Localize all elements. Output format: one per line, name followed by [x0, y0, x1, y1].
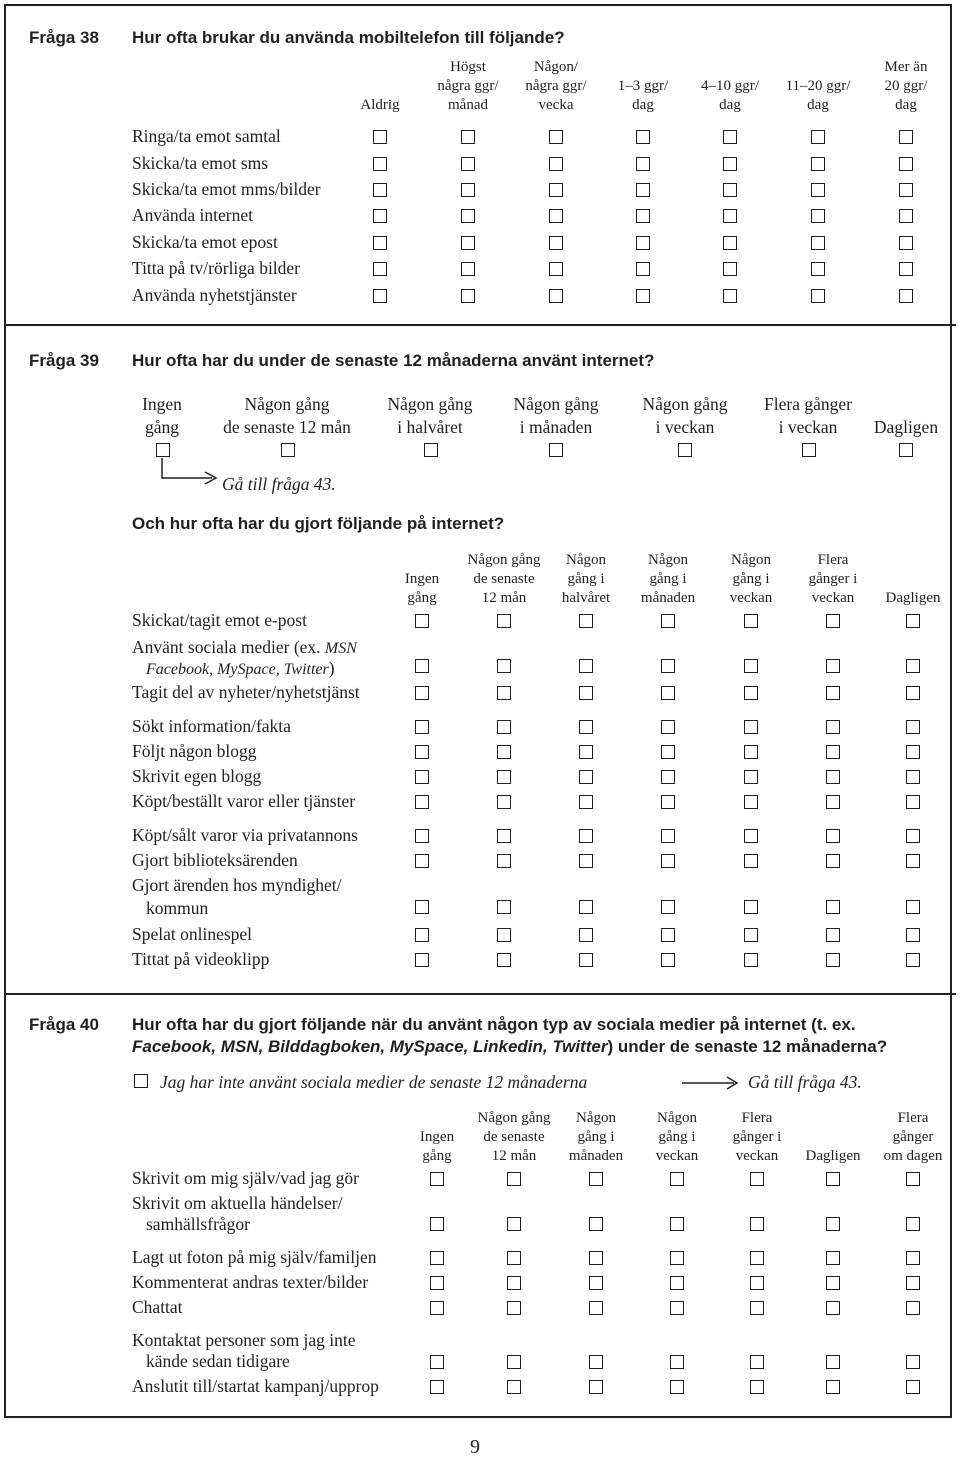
- answer-checkbox[interactable]: [670, 1380, 684, 1394]
- answer-checkbox[interactable]: [636, 289, 650, 303]
- answer-checkbox[interactable]: [826, 928, 840, 942]
- answer-checkbox[interactable]: [826, 1217, 840, 1231]
- answer-checkbox[interactable]: [899, 236, 913, 250]
- answer-checkbox[interactable]: [906, 953, 920, 967]
- answer-checkbox[interactable]: [430, 1172, 444, 1186]
- answer-checkbox[interactable]: [415, 770, 429, 784]
- answer-checkbox[interactable]: [589, 1301, 603, 1315]
- row-label: Lagt ut foton på mig själv/familjen: [132, 1247, 377, 1267]
- answer-checkbox[interactable]: [906, 900, 920, 914]
- answer-checkbox[interactable]: [415, 720, 429, 734]
- answer-checkbox[interactable]: [497, 854, 511, 868]
- option-label: Någon gång i halvåret: [387, 394, 473, 437]
- answer-checkbox[interactable]: [906, 829, 920, 843]
- answer-checkbox[interactable]: [744, 614, 758, 628]
- row-label: Chattat: [132, 1297, 183, 1317]
- option-checkbox[interactable]: [281, 443, 295, 457]
- row-label: Ringa/ta emot samtal: [132, 126, 281, 146]
- answer-checkbox[interactable]: [670, 1217, 684, 1231]
- answer-checkbox[interactable]: [415, 686, 429, 700]
- answer-checkbox[interactable]: [750, 1276, 764, 1290]
- column-header: Någon/ några ggr/ vecka: [525, 59, 587, 113]
- answer-checkbox[interactable]: [589, 1355, 603, 1369]
- option-label: Dagligen: [873, 417, 939, 437]
- row-label: Skicka/ta emot mms/bilder: [132, 179, 321, 199]
- answer-checkbox[interactable]: [373, 262, 387, 276]
- answer-checkbox[interactable]: [549, 183, 563, 197]
- answer-checkbox[interactable]: [461, 157, 475, 171]
- answer-checkbox[interactable]: [750, 1251, 764, 1265]
- answer-checkbox[interactable]: [723, 209, 737, 223]
- answer-checkbox[interactable]: [415, 614, 429, 628]
- row-label: Skrivit om mig själv/vad jag gör: [132, 1168, 359, 1188]
- page-number: 9: [470, 1436, 480, 1458]
- answer-checkbox[interactable]: [415, 795, 429, 809]
- answer-checkbox[interactable]: [723, 236, 737, 250]
- answer-checkbox[interactable]: [579, 745, 593, 759]
- row-label: Använda internet: [132, 205, 253, 225]
- answer-checkbox[interactable]: [589, 1217, 603, 1231]
- answer-checkbox[interactable]: [899, 262, 913, 276]
- answer-checkbox[interactable]: [507, 1217, 521, 1231]
- answer-checkbox[interactable]: [461, 289, 475, 303]
- option-label: Någon gång de senaste 12 mån: [223, 394, 351, 437]
- answer-checkbox[interactable]: [826, 1251, 840, 1265]
- answer-checkbox[interactable]: [636, 157, 650, 171]
- column-header: Flera gånger i veckan: [808, 552, 858, 606]
- question-text: Hur ofta har du under de senaste 12 månaderna använt internet?: [132, 351, 655, 370]
- answer-checkbox[interactable]: [906, 854, 920, 868]
- answer-checkbox[interactable]: [661, 953, 675, 967]
- column-header: 11–20 ggr/ dag: [785, 78, 851, 113]
- option-checkbox[interactable]: [678, 443, 692, 457]
- answer-checkbox[interactable]: [826, 1301, 840, 1315]
- answer-checkbox[interactable]: [549, 130, 563, 144]
- section-divider: [4, 993, 956, 995]
- answer-checkbox[interactable]: [497, 829, 511, 843]
- question-number: Fråga 39: [29, 351, 99, 370]
- answer-checkbox[interactable]: [899, 209, 913, 223]
- column-header: Någon gång i månaden: [640, 552, 696, 606]
- no-social-media-checkbox[interactable]: [134, 1074, 148, 1088]
- row-label-continued: samhällsfrågor: [146, 1214, 250, 1234]
- answer-checkbox[interactable]: [589, 1172, 603, 1186]
- answer-checkbox[interactable]: [661, 614, 675, 628]
- answer-checkbox[interactable]: [636, 209, 650, 223]
- answer-checkbox[interactable]: [507, 1172, 521, 1186]
- skip-arrow-icon: [680, 1072, 740, 1094]
- answer-checkbox[interactable]: [906, 1217, 920, 1231]
- answer-checkbox[interactable]: [507, 1301, 521, 1315]
- answer-checkbox[interactable]: [589, 1251, 603, 1265]
- answer-checkbox[interactable]: [461, 130, 475, 144]
- answer-checkbox[interactable]: [826, 1380, 840, 1394]
- answer-checkbox[interactable]: [744, 770, 758, 784]
- answer-checkbox[interactable]: [579, 659, 593, 673]
- answer-checkbox[interactable]: [579, 686, 593, 700]
- answer-checkbox[interactable]: [579, 720, 593, 734]
- option-checkbox[interactable]: [899, 443, 913, 457]
- answer-checkbox[interactable]: [415, 953, 429, 967]
- answer-checkbox[interactable]: [670, 1355, 684, 1369]
- answer-checkbox[interactable]: [723, 157, 737, 171]
- row-label-continued: kände sedan tidigare: [146, 1351, 290, 1371]
- answer-checkbox[interactable]: [723, 289, 737, 303]
- column-header: Ingen gång: [404, 571, 440, 606]
- answer-checkbox[interactable]: [579, 770, 593, 784]
- answer-checkbox[interactable]: [373, 157, 387, 171]
- answer-checkbox[interactable]: [744, 745, 758, 759]
- answer-checkbox[interactable]: [750, 1172, 764, 1186]
- answer-checkbox[interactable]: [744, 928, 758, 942]
- answer-checkbox[interactable]: [636, 183, 650, 197]
- column-header: 4–10 ggr/ dag: [701, 78, 759, 113]
- answer-checkbox[interactable]: [670, 1301, 684, 1315]
- answer-checkbox[interactable]: [373, 289, 387, 303]
- option-checkbox[interactable]: [549, 443, 563, 457]
- answer-checkbox[interactable]: [906, 686, 920, 700]
- answer-checkbox[interactable]: [750, 1301, 764, 1315]
- answer-checkbox[interactable]: [373, 236, 387, 250]
- answer-checkbox[interactable]: [826, 900, 840, 914]
- answer-checkbox[interactable]: [744, 829, 758, 843]
- answer-checkbox[interactable]: [811, 183, 825, 197]
- answer-checkbox[interactable]: [670, 1172, 684, 1186]
- answer-checkbox[interactable]: [661, 659, 675, 673]
- answer-checkbox[interactable]: [826, 720, 840, 734]
- answer-checkbox[interactable]: [826, 659, 840, 673]
- row-label: Skicka/ta emot epost: [132, 232, 278, 252]
- answer-checkbox[interactable]: [744, 795, 758, 809]
- answer-checkbox[interactable]: [826, 1276, 840, 1290]
- answer-checkbox[interactable]: [906, 1380, 920, 1394]
- answer-checkbox[interactable]: [723, 262, 737, 276]
- row-label: Följt någon blogg: [132, 741, 257, 761]
- column-header: Någon gång i halvåret: [561, 552, 611, 606]
- row-label: Tagit del av nyheter/nyhetstjänst: [132, 682, 360, 702]
- answer-checkbox[interactable]: [549, 209, 563, 223]
- answer-checkbox[interactable]: [549, 289, 563, 303]
- subquestion-text: Och hur ofta har du gjort följande på internet?: [132, 514, 505, 533]
- answer-checkbox[interactable]: [826, 854, 840, 868]
- column-header: Dagligen: [885, 590, 941, 606]
- answer-checkbox[interactable]: [744, 686, 758, 700]
- answer-checkbox[interactable]: [430, 1380, 444, 1394]
- answer-checkbox[interactable]: [579, 614, 593, 628]
- answer-checkbox[interactable]: [415, 745, 429, 759]
- skip-instruction: Gå till fråga 43.: [222, 474, 336, 494]
- answer-checkbox[interactable]: [906, 720, 920, 734]
- answer-checkbox[interactable]: [723, 183, 737, 197]
- column-header: Någon gång i veckan: [655, 1110, 699, 1164]
- answer-checkbox[interactable]: [811, 130, 825, 144]
- column-header: Någon gång i veckan: [729, 552, 773, 606]
- answer-checkbox[interactable]: [826, 1172, 840, 1186]
- row-label-continued: Facebook, MySpace, Twitter): [146, 658, 335, 678]
- answer-checkbox[interactable]: [497, 795, 511, 809]
- answer-checkbox[interactable]: [661, 854, 675, 868]
- question-text: Hur ofta brukar du använda mobiltelefon till följande?: [132, 28, 565, 47]
- row-label: Använt sociala medier (ex. MSN: [132, 637, 357, 657]
- answer-checkbox[interactable]: [636, 236, 650, 250]
- answer-checkbox[interactable]: [579, 928, 593, 942]
- answer-checkbox[interactable]: [661, 770, 675, 784]
- answer-checkbox[interactable]: [373, 183, 387, 197]
- answer-checkbox[interactable]: [906, 745, 920, 759]
- answer-checkbox[interactable]: [661, 686, 675, 700]
- answer-checkbox[interactable]: [899, 157, 913, 171]
- answer-checkbox[interactable]: [461, 262, 475, 276]
- row-label: Sökt information/fakta: [132, 716, 291, 736]
- column-header: 1–3 ggr/ dag: [617, 78, 669, 113]
- answer-checkbox[interactable]: [744, 659, 758, 673]
- answer-checkbox[interactable]: [430, 1276, 444, 1290]
- answer-checkbox[interactable]: [661, 900, 675, 914]
- column-header: Mer än 20 ggr/ dag: [884, 59, 928, 113]
- row-label-continued: kommun: [146, 898, 209, 918]
- answer-checkbox[interactable]: [906, 1172, 920, 1186]
- answer-checkbox[interactable]: [899, 289, 913, 303]
- column-header: Flera gånger i veckan: [732, 1110, 782, 1164]
- answer-checkbox[interactable]: [497, 900, 511, 914]
- answer-checkbox[interactable]: [373, 209, 387, 223]
- answer-checkbox[interactable]: [497, 720, 511, 734]
- answer-checkbox[interactable]: [826, 770, 840, 784]
- section-divider: [4, 324, 956, 326]
- answer-checkbox[interactable]: [461, 236, 475, 250]
- answer-checkbox[interactable]: [636, 262, 650, 276]
- column-header: Någon gång de senaste 12 mån: [477, 1110, 551, 1164]
- answer-checkbox[interactable]: [826, 686, 840, 700]
- row-label: Titta på tv/rörliga bilder: [132, 258, 301, 278]
- column-header: Någon gång de senaste 12 mån: [467, 552, 541, 606]
- answer-checkbox[interactable]: [497, 770, 511, 784]
- answer-checkbox[interactable]: [579, 795, 593, 809]
- answer-checkbox[interactable]: [906, 795, 920, 809]
- row-label: Gjort ärenden hos myndighet/: [132, 875, 342, 895]
- column-header: Ingen gång: [419, 1129, 455, 1164]
- option-checkbox[interactable]: [424, 443, 438, 457]
- answer-checkbox[interactable]: [826, 795, 840, 809]
- answer-checkbox[interactable]: [826, 953, 840, 967]
- answer-checkbox[interactable]: [589, 1276, 603, 1290]
- option-label: Någon gång i veckan: [642, 394, 728, 437]
- answer-checkbox[interactable]: [744, 854, 758, 868]
- row-label: Skrivit om aktuella händelser/: [132, 1193, 343, 1213]
- row-label: Spelat onlinespel: [132, 924, 253, 944]
- column-header: Flera gånger om dagen: [883, 1110, 943, 1164]
- answer-checkbox[interactable]: [723, 130, 737, 144]
- answer-checkbox[interactable]: [579, 829, 593, 843]
- answer-checkbox[interactable]: [750, 1380, 764, 1394]
- answer-checkbox[interactable]: [549, 157, 563, 171]
- option-label: Flera gånger i veckan: [764, 394, 852, 437]
- option-checkbox[interactable]: [156, 443, 170, 457]
- answer-checkbox[interactable]: [811, 236, 825, 250]
- answer-checkbox[interactable]: [430, 1301, 444, 1315]
- answer-checkbox[interactable]: [899, 130, 913, 144]
- answer-checkbox[interactable]: [415, 900, 429, 914]
- row-label: Kommenterat andras texter/bilder: [132, 1272, 369, 1292]
- answer-checkbox[interactable]: [497, 953, 511, 967]
- answer-checkbox[interactable]: [906, 659, 920, 673]
- answer-checkbox[interactable]: [826, 829, 840, 843]
- answer-checkbox[interactable]: [497, 686, 511, 700]
- column-header: Någon gång i månaden: [568, 1110, 624, 1164]
- answer-checkbox[interactable]: [906, 770, 920, 784]
- answer-checkbox[interactable]: [415, 854, 429, 868]
- answer-checkbox[interactable]: [811, 209, 825, 223]
- answer-checkbox[interactable]: [906, 928, 920, 942]
- answer-checkbox[interactable]: [415, 928, 429, 942]
- answer-checkbox[interactable]: [906, 1251, 920, 1265]
- answer-checkbox[interactable]: [497, 614, 511, 628]
- answer-checkbox[interactable]: [906, 1301, 920, 1315]
- answer-checkbox[interactable]: [811, 289, 825, 303]
- answer-checkbox[interactable]: [430, 1251, 444, 1265]
- row-label: Anslutit till/startat kampanj/upprop: [132, 1376, 379, 1396]
- row-label: Köpt/beställt varor eller tjänster: [132, 791, 356, 811]
- column-header: Aldrig: [360, 97, 400, 113]
- answer-checkbox[interactable]: [670, 1251, 684, 1265]
- question-number: Fråga 38: [29, 28, 99, 47]
- row-label: Skicka/ta emot sms: [132, 153, 269, 173]
- answer-checkbox[interactable]: [744, 900, 758, 914]
- option-label: Någon gång i månaden: [513, 394, 599, 437]
- answer-checkbox[interactable]: [507, 1251, 521, 1265]
- answer-checkbox[interactable]: [507, 1380, 521, 1394]
- row-label: Använda nyhetstjänster: [132, 285, 297, 305]
- answer-checkbox[interactable]: [661, 829, 675, 843]
- answer-checkbox[interactable]: [507, 1276, 521, 1290]
- answer-checkbox[interactable]: [826, 745, 840, 759]
- answer-checkbox[interactable]: [549, 236, 563, 250]
- question-text: Hur ofta har du gjort följande när du använt någon typ av sociala medier på internet (t. ex.: [132, 1015, 856, 1034]
- answer-checkbox[interactable]: [811, 262, 825, 276]
- row-label: Skrivit egen blogg: [132, 766, 262, 786]
- row-label: Kontaktat personer som jag inte: [132, 1330, 356, 1350]
- answer-checkbox[interactable]: [744, 953, 758, 967]
- answer-checkbox[interactable]: [579, 900, 593, 914]
- answer-checkbox[interactable]: [636, 130, 650, 144]
- answer-checkbox[interactable]: [415, 659, 429, 673]
- answer-checkbox[interactable]: [899, 183, 913, 197]
- skip-instruction: Gå till fråga 43.: [748, 1072, 862, 1092]
- answer-checkbox[interactable]: [589, 1380, 603, 1394]
- question-number: Fråga 40: [29, 1015, 99, 1034]
- answer-checkbox[interactable]: [661, 795, 675, 809]
- answer-checkbox[interactable]: [430, 1355, 444, 1369]
- answer-checkbox[interactable]: [461, 209, 475, 223]
- answer-checkbox[interactable]: [744, 720, 758, 734]
- row-label: Tittat på videoklipp: [132, 949, 270, 969]
- option-label: Ingen gång: [142, 394, 182, 437]
- column-header: Dagligen: [805, 1148, 861, 1164]
- answer-checkbox[interactable]: [750, 1217, 764, 1231]
- answer-checkbox[interactable]: [579, 953, 593, 967]
- answer-checkbox[interactable]: [507, 1355, 521, 1369]
- row-label: Köpt/sålt varor via privatannons: [132, 825, 358, 845]
- answer-checkbox[interactable]: [826, 1355, 840, 1369]
- answer-checkbox[interactable]: [579, 854, 593, 868]
- answer-checkbox[interactable]: [750, 1355, 764, 1369]
- answer-checkbox[interactable]: [906, 1355, 920, 1369]
- row-label: Gjort biblioteksärenden: [132, 850, 298, 870]
- column-header: Högst några ggr/ månad: [437, 59, 499, 113]
- answer-checkbox[interactable]: [461, 183, 475, 197]
- row-label: Skickat/tagit emot e-post: [132, 610, 307, 630]
- answer-checkbox[interactable]: [373, 130, 387, 144]
- answer-checkbox[interactable]: [430, 1217, 444, 1231]
- answer-checkbox[interactable]: [415, 829, 429, 843]
- answer-checkbox[interactable]: [661, 745, 675, 759]
- skip-arrow-icon: [150, 456, 222, 492]
- answer-checkbox[interactable]: [497, 745, 511, 759]
- answer-checkbox[interactable]: [826, 614, 840, 628]
- option-checkbox[interactable]: [802, 443, 816, 457]
- answer-checkbox[interactable]: [661, 928, 675, 942]
- answer-checkbox[interactable]: [497, 659, 511, 673]
- answer-checkbox[interactable]: [906, 1276, 920, 1290]
- answer-checkbox[interactable]: [661, 720, 675, 734]
- answer-checkbox[interactable]: [906, 614, 920, 628]
- no-social-media-label: Jag har inte använt sociala medier de senaste 12 månaderna: [160, 1072, 588, 1092]
- answer-checkbox[interactable]: [811, 157, 825, 171]
- answer-checkbox[interactable]: [549, 262, 563, 276]
- answer-checkbox[interactable]: [670, 1276, 684, 1290]
- question-text-line2: Facebook, MSN, Bilddagboken, MySpace, Linkedin, Twitter) under de senaste 12 månaderna?: [132, 1037, 888, 1056]
- answer-checkbox[interactable]: [497, 928, 511, 942]
